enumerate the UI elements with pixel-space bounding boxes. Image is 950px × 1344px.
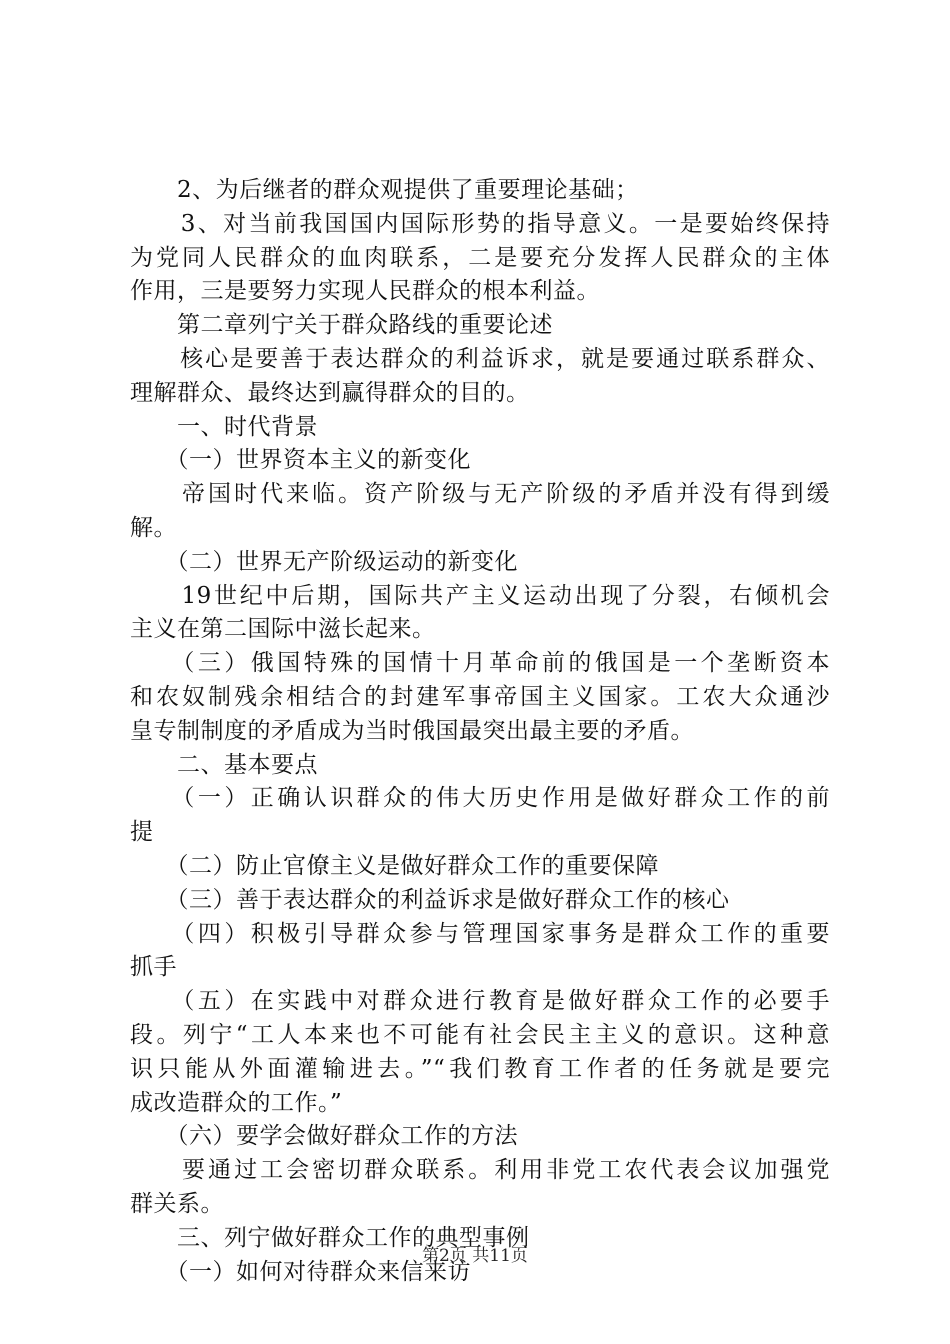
text-line: 为党同人民群众的血肉联系，二是要充分发挥人民群众的主体: [130, 244, 830, 271]
text-line: 核心是要善于表达群众的利益诉求，就是要通过联系群众、: [130, 345, 830, 372]
text-line: 段。列宁“工人本来也不可能有社会民主主义的意识。这种意: [130, 1021, 830, 1048]
text-line: （五）在实践中对群众进行教育是做好群众工作的必要手: [130, 988, 830, 1015]
text-line: 第二章列宁关于群众路线的重要论述: [130, 312, 553, 339]
text-line: 要通过工会密切群众联系。利用非党工农代表会议加强党: [130, 1157, 830, 1184]
text-line: （四）积极引导群众参与管理国家事务是群众工作的重要: [130, 920, 830, 947]
text-line: 2、为后继者的群众观提供了重要理论基础；: [130, 177, 639, 203]
text-line: 主义在第二国际中滋长起来。: [130, 616, 436, 643]
text-line: 3、对当前我国国内国际形势的指导意义。一是要始终保持: [130, 210, 830, 237]
text-line: 提: [130, 819, 154, 846]
text-line: 帝国时代来临。资产阶级与无产阶级的矛盾并没有得到缓: [130, 481, 830, 508]
text-line: 成改造群众的工作。”: [130, 1089, 343, 1116]
text-line: （一）世界资本主义的新变化: [130, 447, 471, 474]
text-line: （一）正确认识群众的伟大历史作用是做好群众工作的前: [130, 785, 830, 812]
text-line: 作用，三是要努力实现人民群众的根本利益。: [130, 278, 600, 305]
text-line: 理解群众、最终达到赢得群众的目的。: [130, 379, 530, 406]
document-body: [130, 174, 830, 1289]
text-line: 和农奴制残余相结合的封建军事帝国主义国家。工农大众通沙: [130, 683, 830, 710]
text-line: 三、列宁做好群众工作的典型事例: [130, 1224, 530, 1251]
text-line: 二、基本要点: [130, 751, 318, 778]
page-footer: 第2页 共11页: [422, 1246, 528, 1266]
text-line: 解。: [130, 514, 177, 541]
text-line: （一）如何对待群众来信来访: [130, 1258, 471, 1285]
text-line: 19世纪中后期，国际共产主义运动出现了分裂，右倾机会: [130, 582, 830, 609]
text-line: 一、时代背景: [130, 413, 318, 440]
text-line: （二）世界无产阶级运动的新变化: [130, 548, 518, 575]
text-line: 识只能从外面灌输进去。”“我们教育工作者的任务就是要完: [130, 1055, 830, 1082]
text-line: （二）防止官僚主义是做好群众工作的重要保障: [130, 852, 659, 879]
text-line: （六）要学会做好群众工作的方法: [130, 1123, 518, 1150]
text-line: （三）俄国特殊的国情十月革命前的俄国是一个垄断资本: [130, 650, 830, 677]
text-line: 抓手: [130, 954, 177, 981]
text-line: 皇专制制度的矛盾成为当时俄国最突出最主要的矛盾。: [130, 717, 694, 744]
text-line: （三）善于表达群众的利益诉求是做好群众工作的核心: [130, 886, 730, 913]
text-line: 群关系。: [130, 1190, 224, 1217]
